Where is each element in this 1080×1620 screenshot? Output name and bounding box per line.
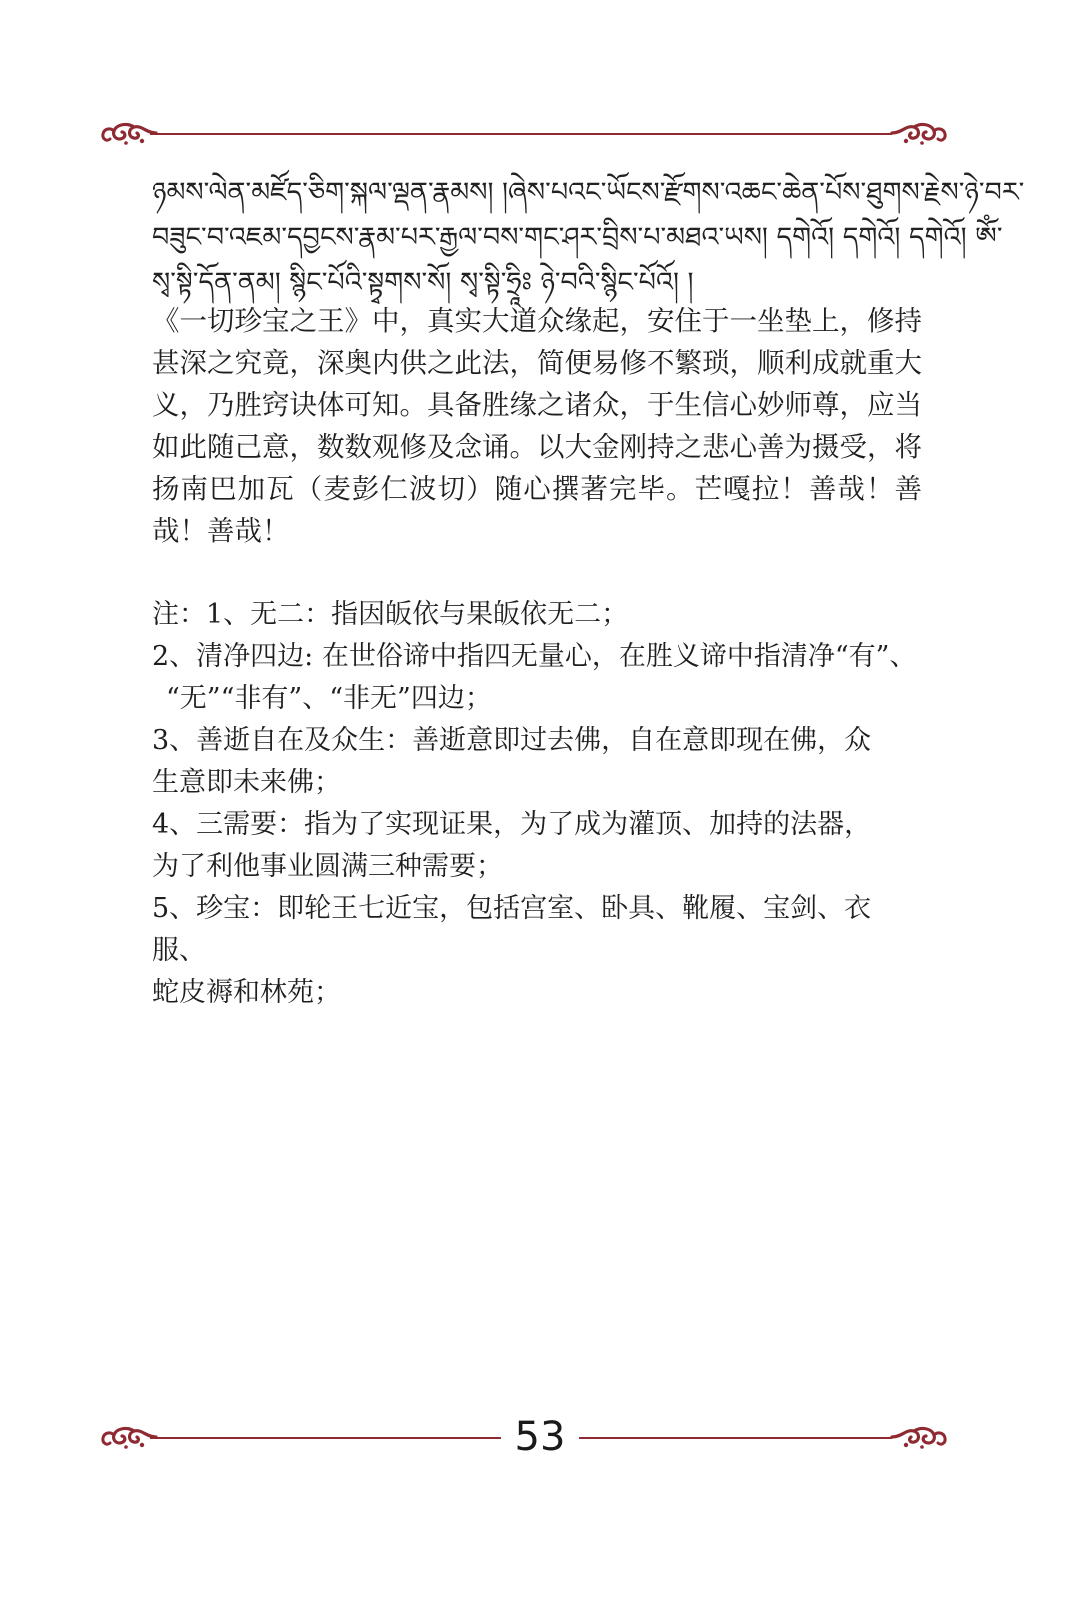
tibetan-line: བཟུང་བ་འཇམ་དབྱངས་རྣམ་པར་རྒྱལ་བས་གང་ཤར་བྲིས་པ་མཐའ་ཡས། དགེའོ། དགེའོ། དགེའོ། ཨོཾ་ <box>152 222 1003 253</box>
page-number-text: 53 <box>501 1414 580 1460</box>
top-right-ornament <box>888 119 950 149</box>
chinese-colophon-paragraph: 《一切珍宝之王》中，真实大道众缘起，安住于一坐垫上，修持甚深之究竟，深奥内供之此法，简便易修不繁琐，顺利成就重大义，乃胜窍诀体可知。具备胜缘之诸众，于生信心妙师尊，应当如此随己意，数数观修及念诵。以大金刚持之悲心善为摄受，将扬南巴加瓦（麦彭仁波切）随心撰著完毕。芒嘎拉！善哉！善哉！善哉！ <box>152 305 922 547</box>
note-line: 4、三需要：指为了实现证果，为了成为灌顶、加持的法器， <box>152 809 872 840</box>
note-line: 为了利他事业圆满三种需要； <box>152 851 503 882</box>
note-line: 5、珍宝：即轮王七近宝，包括宫室、卧具、靴履、宝剑、衣服、 <box>152 893 872 966</box>
tibetan-colophon <box>152 170 1025 305</box>
note-line: “无”“非有”、“非无”四边； <box>166 683 492 714</box>
tibetan-line: ཉམས་ལེན་མཛོད་ཅིག་སྐལ་ལྡན་རྣམས། །ཞེས་པའང་ཡོངས་རྫོགས་འཆང་ཆེན་པོས་ཐུགས་རྗེས་ཉེ་བར་ <box>152 177 1025 208</box>
page-number <box>0 1413 1080 1461</box>
note-line: 生意即未来佛； <box>152 767 341 798</box>
note-line: 注：1、无二：指因皈依与果皈依无二； <box>152 599 629 630</box>
top-left-ornament <box>98 119 160 149</box>
tibetan-line: སྭ་སྟི་དོན་ནམ། སྙིང་པོའི་སྟྭགས་སོ། སྭ་སྟི་ཧྲཱིཿ ཉེ་བའི་སྙིང་པོའོ། ། <box>152 267 694 298</box>
note-line: 3、善逝自在及众生：善逝意即过去佛，自在意即现在佛，众 <box>152 725 872 756</box>
note-line: 2、清净四边: 在世俗谛中指四无量心，在胜义谛中指清净“有”、 <box>152 641 917 672</box>
note-line: 蛇皮褥和林苑； <box>152 977 341 1008</box>
top-divider-line <box>150 133 892 135</box>
notes-section <box>152 594 922 1014</box>
